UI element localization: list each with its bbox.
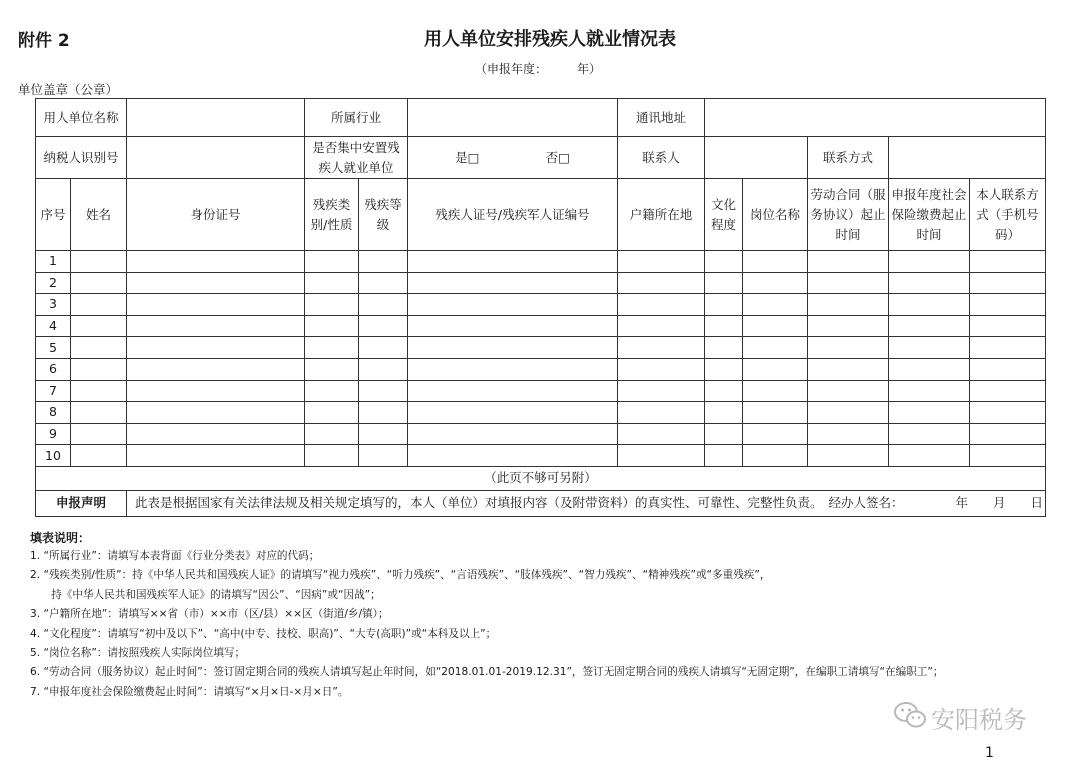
table-cell[interactable] bbox=[618, 294, 705, 316]
table-cell[interactable] bbox=[808, 402, 889, 424]
table-row-tax bbox=[36, 137, 1046, 179]
table-cell[interactable] bbox=[305, 315, 359, 337]
table-cell[interactable] bbox=[808, 337, 889, 359]
row-number: 2 bbox=[36, 272, 71, 294]
table-cell[interactable] bbox=[970, 294, 1046, 316]
table-cell[interactable] bbox=[359, 380, 408, 402]
table-cell[interactable] bbox=[127, 251, 305, 273]
instruction-item: 持《中华人民共和国残疾军人证》的请填写“因公”、“因病”或“因战”； bbox=[30, 588, 381, 601]
row-number: 8 bbox=[36, 402, 71, 424]
table-cell[interactable] bbox=[618, 337, 705, 359]
table-cell[interactable] bbox=[970, 358, 1046, 380]
table-cell[interactable] bbox=[808, 315, 889, 337]
col-name: 姓名 bbox=[71, 179, 127, 251]
table-cell[interactable] bbox=[71, 294, 127, 316]
col-disability-type: 残疾类别/性质 bbox=[305, 179, 359, 251]
col-seq: 序号 bbox=[36, 179, 71, 251]
centralized-choice[interactable] bbox=[408, 137, 618, 179]
table-cell[interactable] bbox=[743, 445, 808, 467]
table-cell[interactable] bbox=[408, 358, 618, 380]
table-cell[interactable] bbox=[743, 358, 808, 380]
no-checkbox[interactable]: 否□ bbox=[545, 149, 570, 165]
table-cell[interactable] bbox=[408, 402, 618, 424]
table-cell[interactable] bbox=[705, 445, 743, 467]
table-cell[interactable] bbox=[705, 337, 743, 359]
table-cell[interactable] bbox=[970, 337, 1046, 359]
page-note-row bbox=[36, 466, 1046, 490]
instruction-item: 1. “所属行业”：请填写本表背面《行业分类表》对应的代码； bbox=[30, 550, 320, 562]
table-cell[interactable] bbox=[359, 315, 408, 337]
table-cell[interactable] bbox=[705, 294, 743, 316]
table-cell[interactable] bbox=[705, 423, 743, 445]
table-cell[interactable] bbox=[359, 294, 408, 316]
table-row bbox=[36, 445, 1046, 467]
table-cell[interactable] bbox=[408, 445, 618, 467]
table-cell[interactable] bbox=[705, 402, 743, 424]
page-number: 1 bbox=[985, 745, 994, 761]
row-number: 5 bbox=[36, 337, 71, 359]
table-row bbox=[36, 315, 1046, 337]
table-cell[interactable] bbox=[127, 358, 305, 380]
table-cell[interactable] bbox=[305, 423, 359, 445]
table-cell[interactable] bbox=[408, 337, 618, 359]
employment-table bbox=[35, 98, 1046, 517]
table-cell[interactable] bbox=[359, 402, 408, 424]
table-cell[interactable] bbox=[970, 380, 1046, 402]
table-cell[interactable] bbox=[408, 315, 618, 337]
table-cell[interactable] bbox=[618, 423, 705, 445]
table-cell[interactable] bbox=[71, 337, 127, 359]
instruction-item: 7. “申报年度社会保险缴费起止时间”：请填写“×月×日-×月×日”。 bbox=[30, 685, 349, 698]
industry-label: 所属行业 bbox=[305, 99, 408, 137]
table-cell[interactable] bbox=[359, 337, 408, 359]
table-cell[interactable] bbox=[889, 272, 970, 294]
watermark bbox=[893, 700, 1027, 735]
table-cell[interactable] bbox=[889, 380, 970, 402]
declaration-cell[interactable] bbox=[127, 490, 1046, 516]
table-cell[interactable] bbox=[808, 380, 889, 402]
table-row bbox=[36, 402, 1046, 424]
table-cell[interactable] bbox=[889, 402, 970, 424]
col-contract: 劳动合同（服务协议）起止时间 bbox=[808, 179, 889, 251]
table-cell[interactable] bbox=[359, 445, 408, 467]
table-cell[interactable] bbox=[808, 294, 889, 316]
table-cell[interactable] bbox=[808, 358, 889, 380]
row-number: 6 bbox=[36, 358, 71, 380]
address-field[interactable] bbox=[705, 99, 1046, 137]
table-cell[interactable] bbox=[127, 315, 305, 337]
table-cell[interactable] bbox=[71, 380, 127, 402]
table-cell[interactable] bbox=[743, 380, 808, 402]
table-cell[interactable] bbox=[71, 315, 127, 337]
table-cell[interactable] bbox=[705, 251, 743, 273]
declaration-text: 此表是根据国家有关法律法规及相关规定填写的，本人（单位）对填报内容（及附带资料）的真实性、可靠性、完整性负责。 bbox=[135, 495, 823, 511]
table-cell[interactable] bbox=[743, 402, 808, 424]
table-cell[interactable] bbox=[889, 337, 970, 359]
address-label: 通讯地址 bbox=[618, 99, 705, 137]
declaration-row bbox=[36, 490, 1046, 516]
wechat-icon bbox=[893, 701, 927, 735]
row-number: 7 bbox=[36, 380, 71, 402]
industry-field[interactable] bbox=[408, 99, 618, 137]
instruction-item: 5. “岗位名称”：请按照残疾人实际岗位填写； bbox=[30, 647, 246, 660]
table-cell[interactable] bbox=[127, 402, 305, 424]
row-number: 4 bbox=[36, 315, 71, 337]
table-cell[interactable] bbox=[127, 294, 305, 316]
table-cell[interactable] bbox=[743, 272, 808, 294]
instructions-heading: 填表说明： bbox=[30, 531, 91, 545]
table-cell[interactable] bbox=[359, 251, 408, 273]
table-cell[interactable] bbox=[71, 402, 127, 424]
table-cell[interactable] bbox=[743, 315, 808, 337]
table-cell[interactable] bbox=[808, 251, 889, 273]
table-cell[interactable] bbox=[618, 445, 705, 467]
table-cell[interactable] bbox=[618, 272, 705, 294]
col-id-no: 身份证号 bbox=[127, 179, 305, 251]
table-cell[interactable] bbox=[743, 294, 808, 316]
table-cell[interactable] bbox=[71, 445, 127, 467]
table-cell[interactable] bbox=[71, 272, 127, 294]
table-cell[interactable] bbox=[618, 358, 705, 380]
table-cell[interactable] bbox=[127, 445, 305, 467]
unit-name-label: 用人单位名称 bbox=[36, 99, 127, 137]
instruction-item: 4. “文化程度”：请填写“初中及以下”、“高中(中专、技校、职高)”、“大专(高职)”或“本科及以上”； bbox=[30, 627, 497, 640]
table-cell[interactable] bbox=[305, 272, 359, 294]
instructions-list bbox=[30, 547, 943, 702]
table-cell[interactable] bbox=[889, 358, 970, 380]
table-cell[interactable] bbox=[127, 380, 305, 402]
table-cell[interactable] bbox=[71, 358, 127, 380]
table-cell[interactable] bbox=[618, 402, 705, 424]
table-cell[interactable] bbox=[618, 380, 705, 402]
table-cell[interactable] bbox=[970, 402, 1046, 424]
table-cell[interactable] bbox=[808, 445, 889, 467]
table-row bbox=[36, 251, 1046, 273]
declaration-date: 年 月 日 bbox=[955, 495, 1044, 511]
table-cell[interactable] bbox=[408, 251, 618, 273]
table-cell[interactable] bbox=[408, 294, 618, 316]
table-cell[interactable] bbox=[305, 445, 359, 467]
instruction-item: 2. “残疾类别/性质”：持《中华人民共和国残疾人证》的请填写“视力残疾”、“听力残疾”、“言语残疾”、“肢体残疾”、“智力残疾”、“精神残疾”或“多重残疾”， bbox=[30, 569, 771, 582]
table-cell[interactable] bbox=[889, 445, 970, 467]
table-row-unit bbox=[36, 99, 1046, 137]
table-row bbox=[36, 423, 1046, 445]
attachment-label: 附件 2 bbox=[18, 31, 70, 51]
centralized-label: 是否集中安置残疾人就业单位 bbox=[305, 137, 408, 179]
table-cell[interactable] bbox=[359, 423, 408, 445]
table-cell[interactable] bbox=[705, 358, 743, 380]
table-row bbox=[36, 294, 1046, 316]
watermark-text: 安阳税务 bbox=[931, 706, 1027, 734]
table-cell[interactable] bbox=[305, 402, 359, 424]
table-row bbox=[36, 272, 1046, 294]
table-cell[interactable] bbox=[305, 358, 359, 380]
table-cell[interactable] bbox=[71, 251, 127, 273]
table-cell[interactable] bbox=[127, 337, 305, 359]
table-cell[interactable] bbox=[705, 380, 743, 402]
table-cell[interactable] bbox=[970, 315, 1046, 337]
col-disability-level: 残疾等级 bbox=[359, 179, 408, 251]
table-cell[interactable] bbox=[408, 423, 618, 445]
table-cell[interactable] bbox=[889, 294, 970, 316]
instruction-item: 3. “户籍所在地”：请填写××省（市）××市（区/县）××区（街道/乡/镇）； bbox=[30, 608, 389, 621]
table-row bbox=[36, 380, 1046, 402]
tax-id-label: 纳税人识别号 bbox=[36, 137, 127, 179]
table-cell[interactable] bbox=[970, 423, 1046, 445]
table-cell[interactable] bbox=[359, 272, 408, 294]
row-number: 9 bbox=[36, 423, 71, 445]
table-cell[interactable] bbox=[127, 272, 305, 294]
seal-label: 单位盖章（公章） bbox=[18, 82, 119, 97]
table-cell[interactable] bbox=[618, 315, 705, 337]
col-cert-no: 残疾人证号/残疾军人证编号 bbox=[408, 179, 618, 251]
table-cell[interactable] bbox=[889, 423, 970, 445]
signature-label: 经办人签名： bbox=[828, 495, 904, 511]
col-phone: 本人联系方式（手机号码） bbox=[970, 179, 1046, 251]
contact-method-label: 联系方式 bbox=[808, 137, 889, 179]
table-row bbox=[36, 337, 1046, 359]
table-cell[interactable] bbox=[305, 294, 359, 316]
table-cell[interactable] bbox=[705, 315, 743, 337]
contact-method-field[interactable] bbox=[889, 137, 1046, 179]
table-cell[interactable] bbox=[970, 251, 1046, 273]
table-header-row bbox=[36, 179, 1046, 251]
table-cell[interactable] bbox=[408, 272, 618, 294]
table-cell[interactable] bbox=[705, 272, 743, 294]
table-cell[interactable] bbox=[889, 251, 970, 273]
table-cell[interactable] bbox=[127, 423, 305, 445]
declaration-label: 申报声明 bbox=[36, 490, 127, 516]
table-cell[interactable] bbox=[743, 337, 808, 359]
table-cell[interactable] bbox=[305, 337, 359, 359]
form-title: 用人单位安排残疾人就业情况表 bbox=[424, 29, 676, 50]
table-cell[interactable] bbox=[743, 423, 808, 445]
table-cell[interactable] bbox=[970, 272, 1046, 294]
table-cell[interactable] bbox=[970, 445, 1046, 467]
table-cell[interactable] bbox=[743, 251, 808, 273]
report-year: （申报年度： 年） bbox=[475, 62, 602, 76]
table-cell[interactable] bbox=[889, 315, 970, 337]
col-insurance: 申报年度社会保险缴费起止时间 bbox=[889, 179, 970, 251]
unit-name-field[interactable] bbox=[127, 99, 305, 137]
tax-id-field[interactable] bbox=[127, 137, 305, 179]
col-position: 岗位名称 bbox=[743, 179, 808, 251]
table-cell[interactable] bbox=[359, 358, 408, 380]
contact-person-label: 联系人 bbox=[618, 137, 705, 179]
col-education: 文化程度 bbox=[705, 179, 743, 251]
table-row bbox=[36, 358, 1046, 380]
table-cell[interactable] bbox=[808, 423, 889, 445]
table-cell[interactable] bbox=[808, 272, 889, 294]
row-number: 3 bbox=[36, 294, 71, 316]
row-number: 1 bbox=[36, 251, 71, 273]
table-cell[interactable] bbox=[305, 251, 359, 273]
contact-person-field[interactable] bbox=[705, 137, 808, 179]
row-number: 10 bbox=[36, 445, 71, 467]
table-cell[interactable] bbox=[618, 251, 705, 273]
instruction-item: 6. “劳动合同（服务协议）起止时间”：签订固定期合同的残疾人请填写起止年时间，如“2018.01.01-2019.12.31”，签订无固定期合同的残疾人请填写“无固定期”，在编职工请填写“在编职工”； bbox=[30, 666, 944, 679]
table-cell[interactable] bbox=[305, 380, 359, 402]
data-rows bbox=[36, 251, 1046, 467]
yes-checkbox[interactable]: 是□ bbox=[455, 149, 480, 165]
table-cell[interactable] bbox=[408, 380, 618, 402]
page-note: （此页不够可另附） bbox=[36, 466, 1046, 490]
table-cell[interactable] bbox=[71, 423, 127, 445]
col-household: 户籍所在地 bbox=[618, 179, 705, 251]
